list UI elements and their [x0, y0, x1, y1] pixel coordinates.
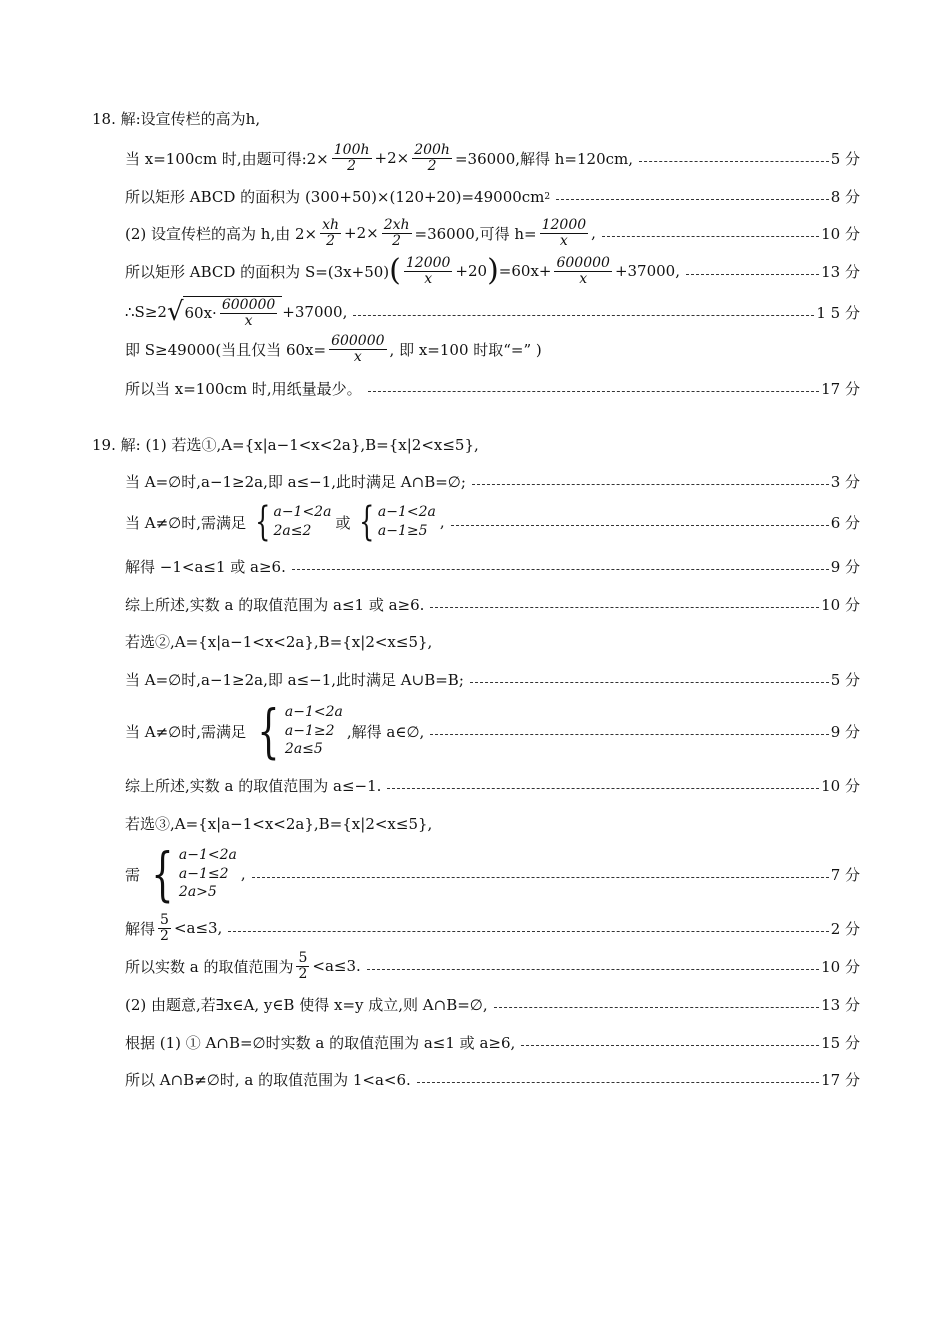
q18-line-6: 即 S≥49000(当且仅当 60x= $\frac{600000}{x}$ , 即 x=100 时取“=” )	[125, 333, 542, 365]
score-points: 9 分	[830, 558, 860, 576]
score-points: 17 分	[821, 380, 860, 398]
score-points: 6 分	[830, 513, 860, 532]
q18-line-4: 所以矩形 ABCD 的面积为 S=(3x+50) ( $\frac{12000}{x}$ +20 ) =60x+ $\frac{600000}{x}$ +37000, 13 分	[125, 253, 860, 289]
dotted-leader	[353, 315, 814, 316]
dotted-leader	[228, 931, 828, 932]
q19-line-12: 所以实数 a 的取值范围为 $\frac{5}{2}$ <a≤3. 10 分	[125, 950, 860, 982]
score-points: 10 分	[821, 777, 860, 795]
score-points: 17 分	[821, 1071, 860, 1089]
dotted-leader	[686, 274, 819, 275]
q19-line-10: 需 { a−1<2a a−1≤2 2a>5 , 7 分	[125, 840, 860, 908]
q19-line-13: (2) 由题意,若∃x∈A, y∈B 使得 x=y 成立,则 A∩B=∅, 13 分	[125, 996, 860, 1014]
dotted-leader	[368, 391, 820, 392]
q19-line-1: 当 A=∅时,a−1≥2a,即 a≤−1,此时满足 A∩B=∅; 3 分	[125, 473, 860, 491]
fraction: $\frac{200h}{2}$	[414, 142, 450, 174]
score-points: 8 分	[830, 188, 860, 206]
equation-system: { a−1<2a 2a≤2	[255, 499, 332, 545]
dotted-leader	[387, 788, 819, 789]
score-points: 5 分	[830, 149, 860, 168]
q19-line-7: 当 A≠∅时,需满足 { a−1<2a a−1≥2 2a≤5 ,解得 a∈∅, 9 分	[125, 697, 860, 765]
square-root: √ 60x· $\frac{600000}{x}$	[167, 296, 282, 328]
score-points: 13 分	[821, 262, 860, 281]
q19-line-9: 若选③,A={x|a−1<x<2a},B={x|2<x≤5},	[125, 815, 433, 833]
dotted-leader	[430, 607, 819, 608]
score-points: 10 分	[821, 596, 860, 614]
dotted-leader	[417, 1082, 819, 1083]
dotted-leader	[556, 199, 829, 200]
dotted-leader	[472, 484, 829, 485]
score-points: 10 分	[821, 224, 860, 243]
q19-heading: 19. 解: (1) 若选①,A={x|a−1<x<2a},B={x|2<x≤5},	[92, 436, 479, 454]
equation-system: { a−1<2a a−1≤2 2a>5	[151, 840, 237, 908]
score-points: 5 分	[830, 671, 860, 689]
q18-heading: 18. 解:设宣传栏的高为h,	[92, 110, 261, 128]
dotted-leader	[451, 525, 829, 526]
fraction: $\frac{5}{2}$	[160, 912, 169, 944]
q18-line-7: 所以当 x=100cm 时,用纸量最少。 17 分	[125, 380, 860, 398]
score-points: 9 分	[830, 722, 860, 741]
fraction: $\frac{600000}{x}$	[556, 255, 610, 287]
dotted-leader	[639, 161, 829, 162]
q19-line-3: 解得 −1<a≤1 或 a≥6. 9 分	[125, 558, 860, 576]
q18-line-1: 当 x=100cm 时,由题可得:2× $\frac{100h}{2}$ +2× $\frac{200h}{2}$ =36000,解得 h=120cm, 5 分	[125, 142, 860, 174]
q19-line-5: 若选②,A={x|a−1<x<2a},B={x|2<x≤5},	[125, 633, 433, 651]
dotted-leader	[252, 877, 829, 878]
dotted-leader	[521, 1045, 819, 1046]
fraction: $\frac{12000}{x}$	[541, 217, 587, 249]
score-points: 15 分	[821, 1034, 860, 1052]
q19-line-14: 根据 (1) ① A∩B=∅时实数 a 的取值范围为 a≤1 或 a≥6, 15 分	[125, 1034, 860, 1052]
q19-line-15: 所以 A∩B≠∅时, a 的取值范围为 1<a<6. 17 分	[125, 1071, 860, 1089]
q19-line-4: 综上所述,实数 a 的取值范围为 a≤1 或 a≥6. 10 分	[125, 596, 860, 614]
dotted-leader	[494, 1007, 820, 1008]
fraction: $\frac{100h}{2}$	[333, 142, 370, 174]
dotted-leader	[430, 734, 828, 735]
score-points: 13 分	[821, 996, 860, 1014]
score-points: 10 分	[821, 957, 860, 976]
dotted-leader	[292, 569, 829, 570]
dotted-leader	[470, 682, 829, 683]
fraction: $\frac{600000}{x}$	[331, 333, 385, 365]
q19-line-6: 当 A=∅时,a−1≥2a,即 a≤−1,此时满足 A∪B=B; 5 分	[125, 671, 860, 689]
equation-system: { a−1<2a a−1≥5	[359, 499, 436, 545]
q19-line-2: 当 A≠∅时,需满足 { a−1<2a 2a≤2 或 { a−1<2a a−1≥5 , 6 分	[125, 499, 860, 545]
score-points: 7 分	[830, 865, 860, 884]
score-points: 2 分	[830, 919, 860, 938]
fraction: $\frac{12000}{x}$	[405, 255, 451, 287]
fraction: $\frac{600000}{x}$	[221, 297, 276, 329]
score-points: 3 分	[830, 473, 860, 491]
q18-line-5: ∴S≥2 √ 60x· $\frac{600000}{x}$ +37000, 1 5 分	[125, 297, 860, 329]
fraction: $\frac{xh}{2}$	[322, 217, 340, 249]
score-points: 1 5 分	[816, 303, 860, 322]
q18-line-2: 所以矩形 ABCD 的面积为 (300+50)×(120+20)=49000cm 2 8 分	[125, 188, 860, 206]
q19-line-11: 解得 $\frac{5}{2}$ <a≤3, 2 分	[125, 912, 860, 944]
dotted-leader	[367, 969, 819, 970]
q18-line-3: (2) 设宣传栏的高为 h,由 2× $\frac{xh}{2}$ +2× $\frac{2xh}{2}$ =36000,可得 h= $\frac{12000}{x}$ , 10 分	[125, 217, 860, 249]
equation-system: { a−1<2a a−1≥2 2a≤5	[257, 697, 343, 765]
dotted-leader	[602, 236, 819, 237]
q19-line-8: 综上所述,实数 a 的取值范围为 a≤−1. 10 分	[125, 777, 860, 795]
fraction: $\frac{2xh}{2}$	[383, 217, 410, 249]
fraction: $\frac{5}{2}$	[298, 950, 308, 982]
